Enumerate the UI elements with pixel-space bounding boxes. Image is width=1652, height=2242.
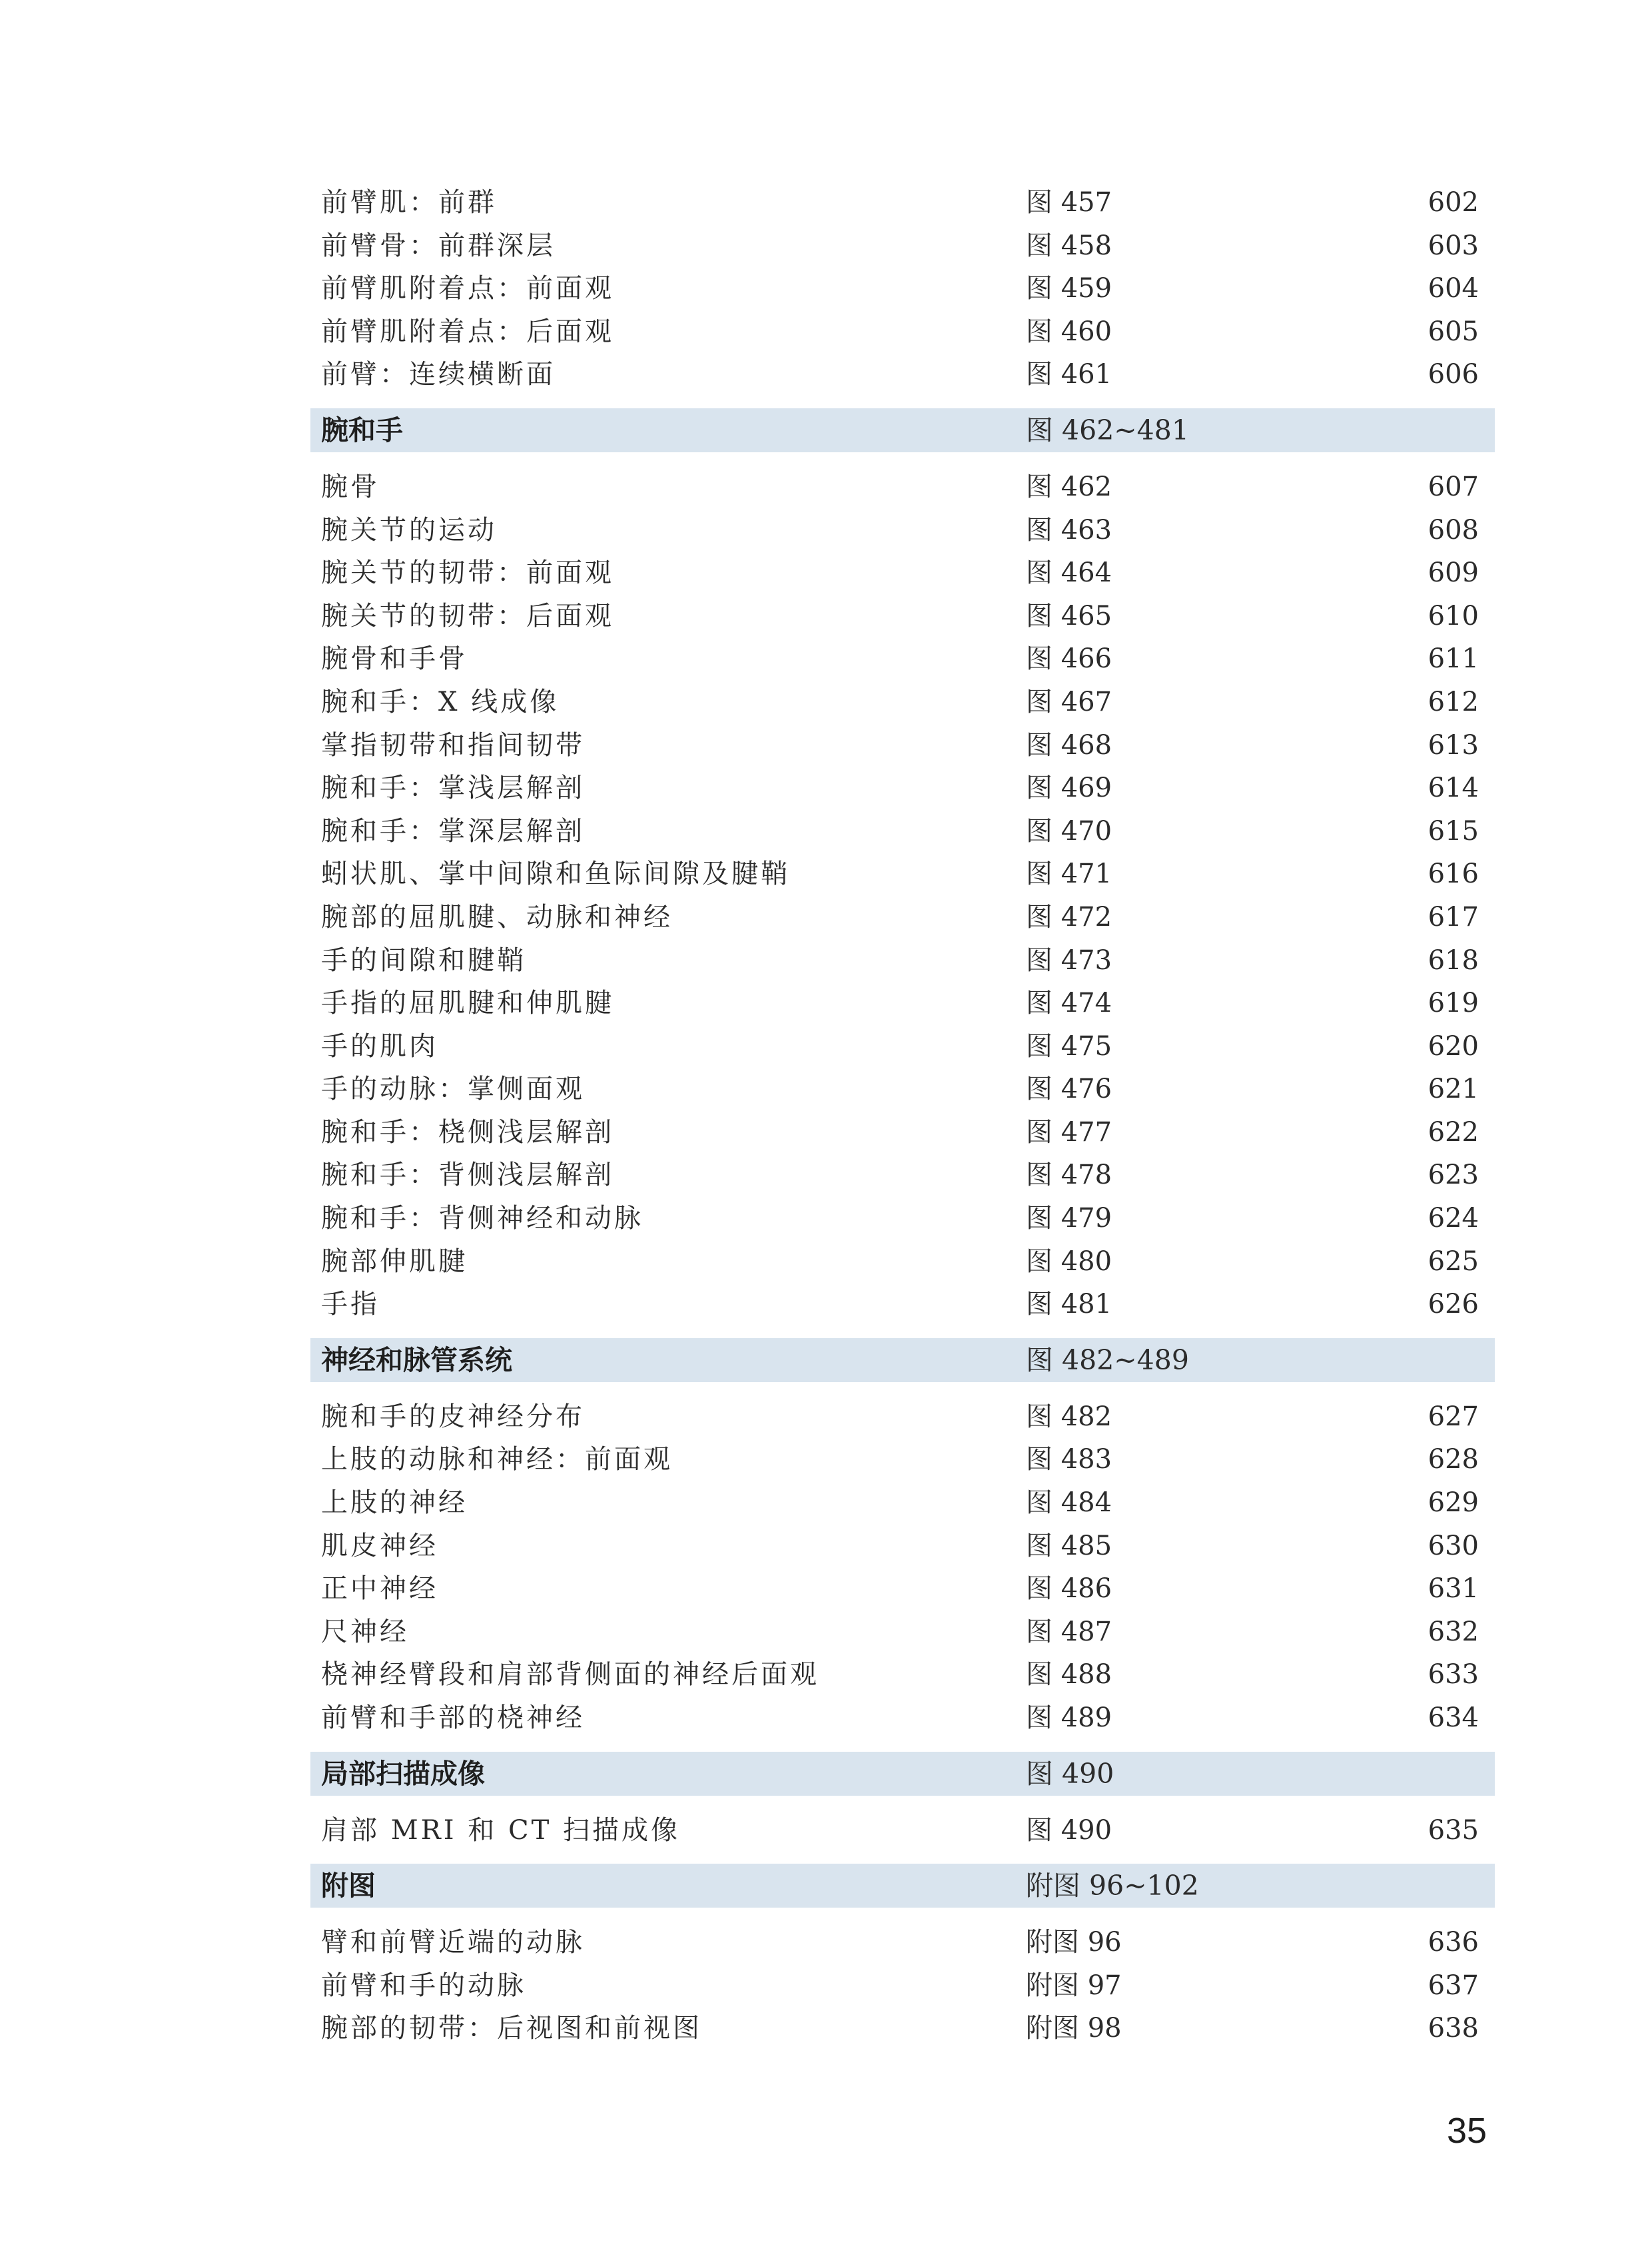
toc-entry[interactable] — [310, 1240, 1495, 1284]
entry-page-number: 603 — [1428, 230, 1479, 261]
entry-figure: 图 464 — [1026, 558, 1112, 589]
toc-entry[interactable] — [310, 1525, 1495, 1568]
toc-entry[interactable] — [310, 637, 1495, 681]
toc-entry[interactable] — [310, 2007, 1495, 2050]
entry-page-number: 638 — [1428, 2013, 1479, 2044]
entry-page-number: 628 — [1428, 1444, 1479, 1475]
entry-title: 腕部的韧带：后视图和前视图 — [321, 2013, 702, 2044]
entry-figure: 附图 97 — [1026, 1970, 1122, 2001]
entry-page-number: 607 — [1428, 471, 1479, 502]
entry-title: 前臂肌：前群 — [321, 187, 497, 218]
toc-entry[interactable] — [310, 353, 1495, 396]
entry-page-number: 636 — [1428, 1927, 1479, 1958]
section-figure-range: 附图 96~102 — [1026, 1870, 1199, 1902]
entry-title: 手的间隙和腱鞘 — [321, 944, 526, 976]
entry-title: 正中神经 — [321, 1573, 438, 1605]
entry-figure: 图 459 — [1026, 273, 1112, 304]
toc-entry[interactable] — [310, 1025, 1495, 1068]
entry-figure: 图 485 — [1026, 1530, 1112, 1561]
section-header — [310, 1338, 1495, 1382]
section-title: 附图 — [321, 1870, 376, 1902]
entry-figure: 图 481 — [1026, 1289, 1112, 1320]
toc-entry[interactable] — [310, 939, 1495, 982]
entry-figure: 图 469 — [1026, 773, 1112, 804]
entry-title: 前臂肌附着点：后面观 — [321, 316, 614, 347]
toc-entry[interactable] — [310, 310, 1495, 354]
entry-figure: 图 473 — [1026, 944, 1112, 976]
toc-entry[interactable] — [310, 681, 1495, 724]
toc-entry[interactable] — [310, 853, 1495, 896]
table-of-contents — [310, 181, 1495, 2050]
section-title: 腕和手 — [321, 414, 403, 446]
entry-title: 手指 — [321, 1289, 380, 1320]
entry-page-number: 630 — [1428, 1530, 1479, 1561]
entry-figure: 附图 96 — [1026, 1927, 1122, 1958]
entry-page-number: 618 — [1428, 944, 1479, 976]
toc-entry[interactable] — [310, 1809, 1495, 1852]
toc-entry[interactable] — [310, 1438, 1495, 1481]
entry-title: 上肢的神经 — [321, 1487, 468, 1519]
entry-figure: 图 486 — [1026, 1573, 1112, 1605]
entry-figure: 图 477 — [1026, 1116, 1112, 1148]
entry-page-number: 635 — [1428, 1814, 1479, 1846]
entry-title: 腕和手：X 线成像 — [321, 686, 560, 717]
entry-figure: 图 479 — [1026, 1203, 1112, 1234]
entry-title: 肩部 MRI 和 CT 扫描成像 — [321, 1814, 681, 1846]
toc-entry[interactable] — [310, 1154, 1495, 1197]
entry-title: 腕骨 — [321, 471, 380, 502]
entry-title: 腕和手：掌浅层解剖 — [321, 773, 585, 804]
toc-entry[interactable] — [310, 595, 1495, 638]
entry-page-number: 609 — [1428, 558, 1479, 589]
section-title: 局部扫描成像 — [321, 1757, 485, 1790]
entry-page-number: 622 — [1428, 1116, 1479, 1148]
entry-figure: 图 466 — [1026, 643, 1112, 675]
toc-entry[interactable] — [310, 1567, 1495, 1611]
entry-page-number: 602 — [1428, 187, 1479, 218]
entry-page-number: 626 — [1428, 1289, 1479, 1320]
entry-title: 上肢的动脉和神经：前面观 — [321, 1444, 673, 1475]
entry-title: 前臂和手的动脉 — [321, 1970, 526, 2001]
entry-page-number: 620 — [1428, 1030, 1479, 1062]
toc-entry[interactable] — [310, 1283, 1495, 1326]
toc-entry[interactable] — [310, 509, 1495, 552]
entry-page-number: 611 — [1428, 643, 1479, 675]
entry-figure: 图 487 — [1026, 1616, 1112, 1647]
section-figure-range: 图 482~489 — [1026, 1343, 1189, 1376]
entry-figure: 图 457 — [1026, 187, 1112, 218]
entry-title: 前臂骨：前群深层 — [321, 230, 556, 261]
entry-title: 桡神经臂段和肩部背侧面的神经后面观 — [321, 1659, 819, 1690]
toc-entry[interactable] — [310, 1964, 1495, 2008]
entry-title: 前臂和手部的桡神经 — [321, 1702, 585, 1733]
entry-page-number: 632 — [1428, 1616, 1479, 1647]
entry-page-number: 631 — [1428, 1573, 1479, 1605]
toc-entry[interactable] — [310, 896, 1495, 939]
toc-entry[interactable] — [310, 1111, 1495, 1154]
entry-figure: 图 478 — [1026, 1160, 1112, 1191]
entry-page-number: 619 — [1428, 988, 1479, 1019]
section-header — [310, 408, 1495, 452]
section-header — [310, 1752, 1495, 1796]
entry-title: 腕骨和手骨 — [321, 643, 468, 675]
entry-figure: 图 460 — [1026, 316, 1112, 347]
entry-title: 掌指韧带和指间韧带 — [321, 729, 585, 761]
section-header — [310, 1864, 1495, 1908]
entry-title: 手的肌肉 — [321, 1030, 438, 1062]
entry-page-number: 613 — [1428, 729, 1479, 761]
entry-page-number: 614 — [1428, 773, 1479, 804]
toc-entry[interactable] — [310, 982, 1495, 1025]
toc-entry[interactable] — [310, 1395, 1495, 1439]
entry-title: 腕和手：背侧浅层解剖 — [321, 1160, 614, 1191]
toc-entry[interactable] — [310, 810, 1495, 853]
toc-entry[interactable] — [310, 1653, 1495, 1696]
entry-figure: 图 467 — [1026, 686, 1112, 717]
section-figure-range: 图 490 — [1026, 1757, 1114, 1790]
entry-figure: 图 480 — [1026, 1246, 1112, 1277]
entry-figure: 图 468 — [1026, 729, 1112, 761]
entry-page-number: 625 — [1428, 1246, 1479, 1277]
entry-figure: 附图 98 — [1026, 2013, 1122, 2044]
toc-entry[interactable] — [310, 1611, 1495, 1654]
entry-title: 前臂：连续横断面 — [321, 359, 556, 390]
entry-page-number: 637 — [1428, 1970, 1479, 2001]
entry-page-number: 612 — [1428, 686, 1479, 717]
entry-page-number: 624 — [1428, 1203, 1479, 1234]
entry-title: 手指的屈肌腱和伸肌腱 — [321, 988, 614, 1019]
entry-title: 腕部伸肌腱 — [321, 1246, 468, 1277]
entry-title: 腕和手：背侧神经和动脉 — [321, 1203, 643, 1234]
entry-page-number: 621 — [1428, 1074, 1479, 1105]
entry-title: 尺神经 — [321, 1616, 409, 1647]
entry-figure: 图 482 — [1026, 1401, 1112, 1432]
entry-title: 臂和前臂近端的动脉 — [321, 1927, 585, 1958]
toc-entry[interactable] — [310, 267, 1495, 310]
entry-figure: 图 462 — [1026, 471, 1112, 502]
toc-entry[interactable] — [310, 181, 1495, 224]
entry-page-number: 634 — [1428, 1702, 1479, 1733]
entry-title: 腕和手：桡侧浅层解剖 — [321, 1116, 614, 1148]
entry-page-number: 606 — [1428, 359, 1479, 390]
entry-title: 腕和手：掌深层解剖 — [321, 815, 585, 847]
entry-page-number: 617 — [1428, 901, 1479, 933]
entry-figure: 图 484 — [1026, 1487, 1112, 1519]
entry-page-number: 629 — [1428, 1487, 1479, 1519]
entry-figure: 图 472 — [1026, 901, 1112, 933]
entry-page-number: 627 — [1428, 1401, 1479, 1432]
entry-figure: 图 476 — [1026, 1074, 1112, 1105]
entry-page-number: 610 — [1428, 600, 1479, 631]
entry-figure: 图 470 — [1026, 815, 1112, 847]
toc-entry[interactable] — [310, 224, 1495, 268]
entry-title: 蚓状肌、掌中间隙和鱼际间隙及腱鞘 — [321, 859, 790, 890]
page-number: 35 — [1447, 2111, 1487, 2151]
entry-title: 腕关节的韧带：前面观 — [321, 558, 614, 589]
entry-title: 腕和手的皮神经分布 — [321, 1401, 585, 1432]
toc-entry[interactable] — [310, 767, 1495, 810]
entry-title: 前臂肌附着点：前面观 — [321, 273, 614, 304]
toc-entry[interactable] — [310, 1197, 1495, 1240]
entry-title: 肌皮神经 — [321, 1530, 438, 1561]
entry-page-number: 608 — [1428, 514, 1479, 546]
entry-title: 腕关节的运动 — [321, 514, 497, 546]
entry-figure: 图 490 — [1026, 1814, 1112, 1846]
entry-title: 手的动脉：掌侧面观 — [321, 1074, 585, 1105]
toc-entry[interactable] — [310, 466, 1495, 509]
entry-page-number: 615 — [1428, 815, 1479, 847]
toc-entry[interactable] — [310, 724, 1495, 767]
toc-entry[interactable] — [310, 1921, 1495, 1964]
entry-page-number: 604 — [1428, 273, 1479, 304]
entry-figure: 图 474 — [1026, 988, 1112, 1019]
entry-page-number: 623 — [1428, 1160, 1479, 1191]
section-title: 神经和脉管系统 — [321, 1343, 512, 1376]
entry-page-number: 605 — [1428, 316, 1479, 347]
entry-figure: 图 463 — [1026, 514, 1112, 546]
entry-page-number: 616 — [1428, 859, 1479, 890]
entry-figure: 图 458 — [1026, 230, 1112, 261]
entry-figure: 图 475 — [1026, 1030, 1112, 1062]
entry-figure: 图 489 — [1026, 1702, 1112, 1733]
entry-figure: 图 488 — [1026, 1659, 1112, 1690]
section-figure-range: 图 462~481 — [1026, 414, 1189, 446]
toc-entry[interactable] — [310, 552, 1495, 595]
entry-figure: 图 465 — [1026, 600, 1112, 631]
entry-figure: 图 461 — [1026, 359, 1112, 390]
entry-figure: 图 483 — [1026, 1444, 1112, 1475]
entry-page-number: 633 — [1428, 1659, 1479, 1690]
toc-entry[interactable] — [310, 1696, 1495, 1740]
entry-title: 腕部的屈肌腱、动脉和神经 — [321, 901, 673, 933]
entry-figure: 图 471 — [1026, 859, 1112, 890]
toc-entry[interactable] — [310, 1481, 1495, 1525]
entry-title: 腕关节的韧带：后面观 — [321, 600, 614, 631]
toc-entry[interactable] — [310, 1068, 1495, 1111]
